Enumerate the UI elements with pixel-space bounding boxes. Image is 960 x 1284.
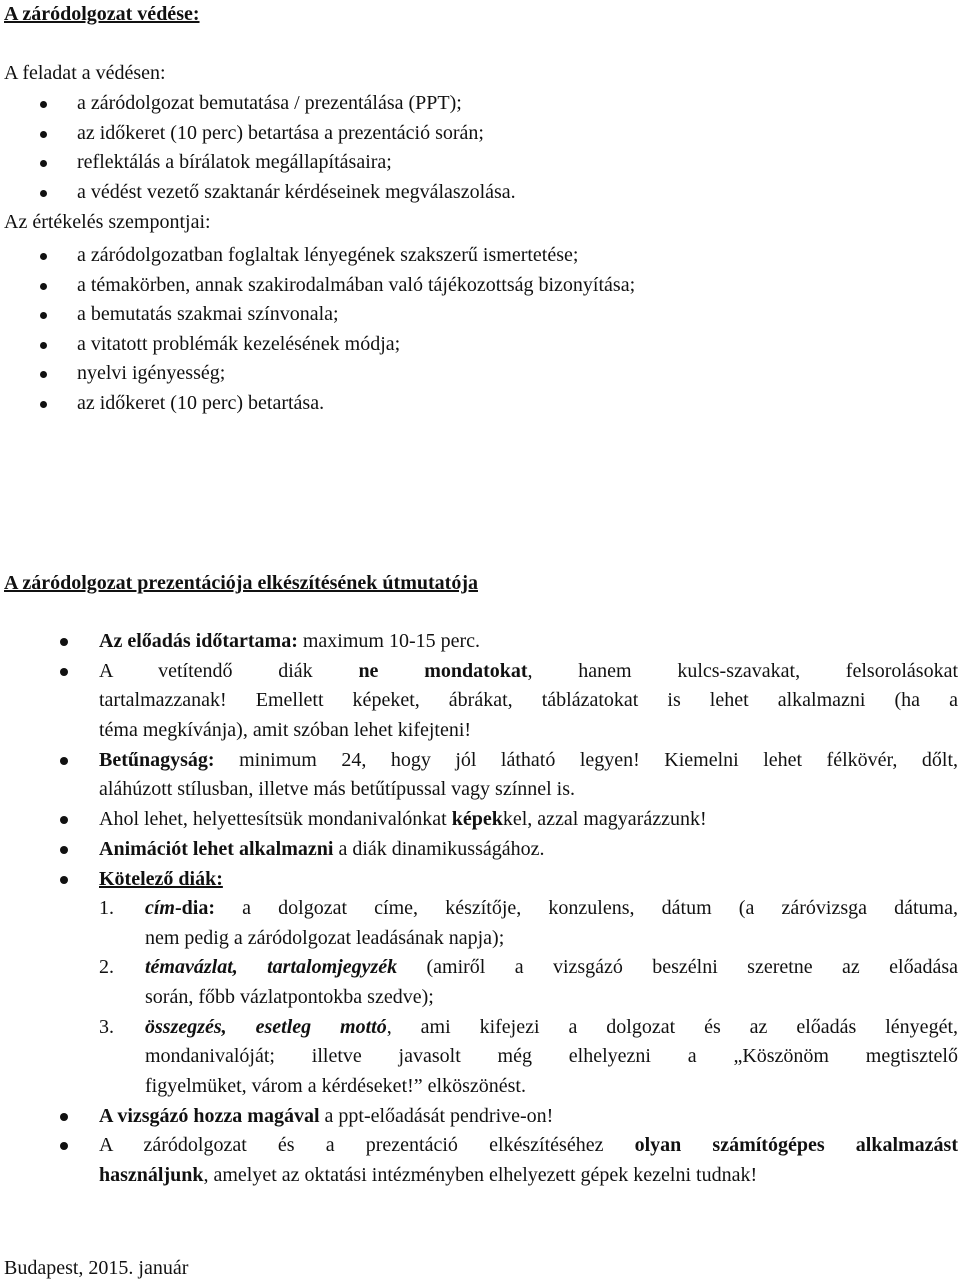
item-number: 2.: [99, 956, 114, 979]
text-run-bold-italic: témavázlat, tartalomjegyzék: [145, 956, 398, 979]
list-item-images: [0, 805, 960, 835]
list-item: a vitatott problémák kezelésének módja;: [0, 330, 940, 360]
list-item: az időkeret (10 perc) betartása a prezentáció során;: [0, 119, 940, 149]
text-run: A záródolgozat és a prezentáció elkészítéséhez: [99, 1134, 635, 1157]
item-number: 3.: [99, 1015, 114, 1038]
list-item: a záródolgozatban foglaltak lényegének szakszerű ismertetése;: [0, 241, 940, 271]
list-item-duration: [0, 627, 960, 657]
duration-label: Az előadás időtartama:: [99, 630, 298, 652]
font-size-label: Betűnagyság:: [99, 748, 215, 771]
text-run-bold-italic: cím: [145, 897, 175, 920]
criteria-intro: Az értékelés szempontjai:: [4, 211, 211, 233]
text-line: mondanivalóját; illetve javasolt még elhelyezni a „Köszönöm megtisztelő: [145, 1045, 958, 1068]
list-item: a záródolgozat bemutatása / prezentálása (PPT);: [0, 89, 940, 119]
text-line: nem pedig a záródolgozat leadásának napja);: [145, 926, 505, 949]
task-list: [0, 89, 940, 207]
list-item-slides-content: [0, 657, 960, 746]
required-slides-title: Kötelező diák:: [99, 867, 223, 890]
text-run: , hanem kulcs-szavakat, felsorolásokat: [527, 659, 958, 682]
task-intro: A feladat a védésen:: [4, 62, 166, 84]
defense-title: A záródolgozat védése:: [4, 3, 200, 25]
list-item: a témakörben, annak szakirodalmában való tájékozottság bizonyítása;: [0, 271, 940, 301]
text-run-bold: -dia:: [175, 897, 215, 920]
list-item: az időkeret (10 perc) betartása.: [0, 389, 940, 419]
text-run: [378, 660, 424, 682]
text-run-bold: ne: [358, 659, 379, 682]
numbered-item: [99, 1013, 958, 1102]
list-item-font-size: [0, 746, 960, 805]
item-number: 1.: [99, 897, 114, 920]
text-run: , amelyet az oktatási intézményben elhelyezett gépek kezelni tudnak!: [203, 1164, 758, 1186]
numbered-item: [99, 953, 958, 1012]
duration-value: maximum 10-15 perc.: [297, 630, 481, 652]
criteria-list: [0, 241, 940, 419]
text-run: minimum 24, hogy jól látható legyen! Kiemelni lehet félkövér, dőlt,: [214, 748, 958, 771]
text-run: kel, azzal magyarázzunk!: [502, 808, 707, 831]
required-slides-list: [99, 894, 958, 1101]
text-line: téma megkívánja), amit szóban lehet kifejteni!: [99, 718, 472, 741]
text-run-bold: mondatokat: [424, 659, 528, 682]
text-run: a dolgozat címe, készítője, konzulens, dátum (a záróvizsga dátuma,: [215, 897, 958, 920]
list-item: a védést vezető szaktanár kérdéseinek megválaszolása.: [0, 178, 940, 208]
text-run: Ahol lehet, helyettesítsük mondanivalónkat: [99, 808, 452, 831]
text-run-bold: használjunk: [99, 1164, 204, 1186]
numbered-item: [99, 894, 958, 953]
text-run-bold: olyan számítógépes alkalmazást: [634, 1134, 958, 1157]
list-item: a bemutatás szakmai színvonala;: [0, 300, 940, 330]
text-run: , ami kifejezi a dolgozat és az előadás lényegét,: [386, 1015, 958, 1038]
text-run-bold: képek: [451, 808, 503, 831]
list-item-pendrive: [0, 1102, 960, 1132]
animation-label: Animációt lehet alkalmazni: [99, 837, 334, 860]
list-item-required-slides: [0, 865, 960, 1102]
list-item-software: [0, 1131, 960, 1190]
list-item: reflektálás a bírálatok megállapításaira;: [0, 148, 940, 178]
text-run: A vetítendő diák: [99, 659, 359, 682]
text-run-bold: A vizsgázó hozza magával: [99, 1104, 320, 1127]
text-line: figyelmüket, várom a kérdéseket!” elköszönést.: [145, 1074, 526, 1097]
text-run-bold-italic: összegzés, esetleg mottó: [145, 1015, 387, 1038]
text-run: a ppt-előadását pendrive-on!: [319, 1104, 554, 1127]
guide-list: [0, 627, 960, 1191]
presentation-guide-title: A záródolgozat prezentációja elkészítésének útmutatója: [4, 572, 478, 594]
text-run: a diák dinamikusságához.: [333, 837, 545, 860]
list-item: nyelvi igényesség;: [0, 359, 940, 389]
place-date: Budapest, 2015. január: [4, 1257, 189, 1279]
list-item-animation: [0, 835, 960, 865]
text-line: tartalmazzanak! Emellett képeket, ábrákat, táblázatokat is lehet alkalmazni (ha a: [99, 689, 958, 712]
text-line: aláhúzott stílusban, illetve más betűtípussal vagy színnel is.: [99, 778, 576, 801]
text-line: során, főbb vázlatpontokba szedve);: [145, 986, 434, 1009]
text-run: (amiről a vizsgázó beszélni szeretne az előadása: [397, 956, 958, 979]
